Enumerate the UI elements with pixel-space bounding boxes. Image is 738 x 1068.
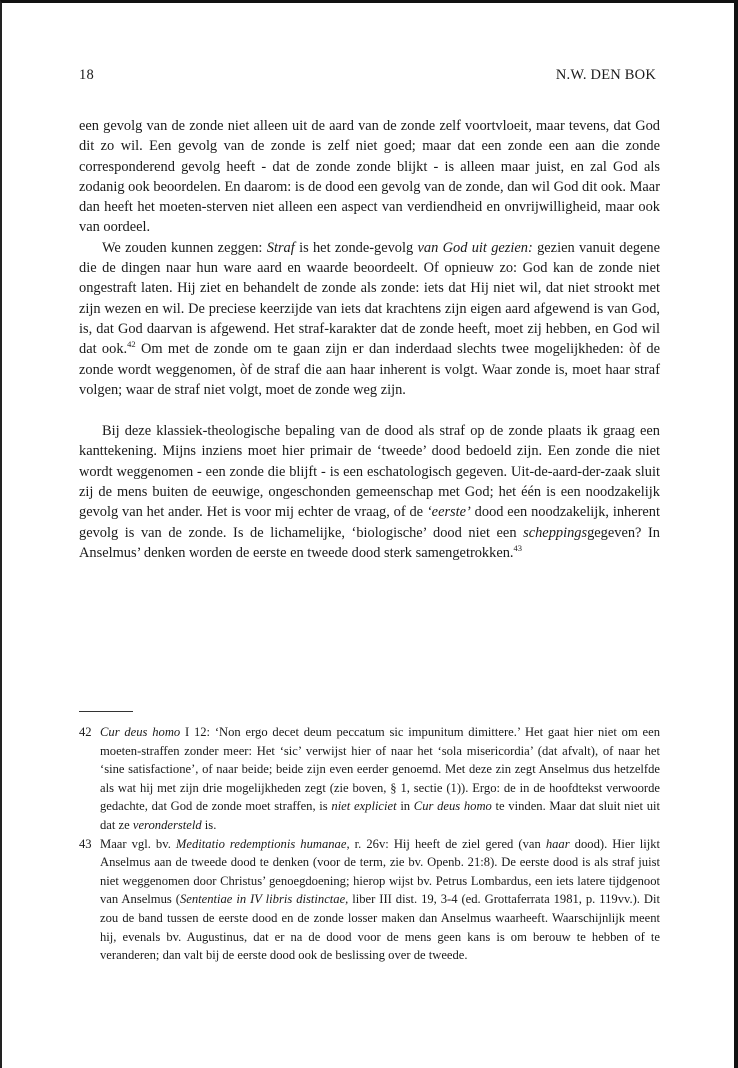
footnotes xyxy=(79,723,660,965)
paragraph-2: We zouden kunnen zeggen: Straf is het zonde-gevolg van God uit gezien: gezien vanuit degene die de dingen naar hun ware aard en waarde beoordeelt. Of opnieuw zo: God kan de zonde niet ongestraft laten. Hij ziet en behandelt de zonde als zonde: iets dat Hij niet wil, dat niet strookt met zijn wezen en wil. De preciese keerzijde van iets dat krachtens zijn eigen aard afgewend is van God, is, dat God daarvan is afgewend. Het straf-karakter dat de zonde heeft, moet zij hebben, en God wil dat ook.$^{42}$ Om met de zonde om te gaan zijn er dan inderdaad slechts twee mogelijkheden: òf de zonde wordt weggenomen, òf de straf die aan haar inherent is volgt. Waar zonde is, moet haar straf volgen; waar de straf niet volgt, moet de zonde weg zijn. xyxy=(79,239,660,398)
footnote-ref-43[interactable]: 43 xyxy=(513,542,523,553)
paragraph-1: een gevolg van de zonde niet alleen uit de aard van de zonde zelf voortvloeit, maar tevens, dat God dit zo wil. Een gevolg van de zonde is zelf niet goed; maar dat een zonde een aan die zonde corresponderend gevolg heeft - dat de zonde zonde blijkt - is alleen maar juist, en zal God als zodanig ook beoordelen. En daarom: is de dood een gevolg van de zonde, dan wil God dit ook. Maar dan heeft het moeten-sterven niet alleen een aspect van verdiendheid en onvrijwilligheid, maar ook van oordeel. xyxy=(79,118,660,236)
footnote-text: Cur deus homo I 12: ‘Non ergo decet deum peccatum sic impunitum dimittere.’ Het gaat hier niet om een moeten-straffen zonder meer: Het ‘sic’ verwijst hier of naar het ‘sola misericordia’ (dat afvalt), of naar het ‘sine satisfactione’, of naar beide; beide zijn even eerder genoemd. Met deze zin zegt Anselmus dus hetzelfde als wat hij met zijn drie mogelijkheden zegt (zie boven, § 1, sectie (1)). Ergo: de in de hoofdtekst verwoorde gedachte, dat God de zonde moet straffen, is niet expliciet in Cur deus homo te vinden. Maar dat sluit niet uit dat ze verondersteld is. xyxy=(100,725,661,832)
running-head-author: N.W. DEN BOK xyxy=(555,67,656,83)
page-number: 18 xyxy=(79,67,94,83)
running-header xyxy=(79,67,656,84)
footnote-separator xyxy=(79,711,133,712)
footnote-text: Maar vgl. bv. Meditatio redemptionis humanae, r. 26v: Hij heeft de ziel gered (van haar dood). Hier lijkt Anselmus aan de tweede dood te denken (voor de term, zie bv. Openb. 21:8). De eerste dood is als straf juist niet weggenomen door Christus’ genoegdoening; hierop wijst bv. Petrus Lombardus, een iets latere tijdgenoot van Anselmus (Sententiae in IV libris distinctae, liber III dist. 19, 3-4 (ed. Grottaferrata 1981, p. 119vv.). Dit zou de band tussen de eerste dood en de zonde losser maken dan Anselmus waarheeft. Waarschijnlijk meent hij, evenals bv. Augustinus, dat er na de dood voor de mens geen kans is om berouw te hebben of te veranderen; dan valt bij de eerste dood ook de beslissing over de tweede. xyxy=(100,836,660,963)
footnote-number: 43 xyxy=(79,836,92,851)
main-text xyxy=(79,116,660,563)
footnote-43 xyxy=(79,835,660,965)
paragraph-3: Bij deze klassiek-theologische bepaling van de dood als straf op de zonde plaats ik graag een kanttekening. Mijns inziens moet hier primair de ‘tweede’ dood bedoeld zijn. Een zonde die niet wordt weggenomen - een zonde die blijft - is een eschatologisch gegeven. Uit-de-aard-der-zaak sluit zij de mens buiten de eeuwige, ongeschonden gemeenschap met God; het één is een noodzakelijk gevolg van het ander. Het is voor mij echter de vraag, of de ‘eerste’ dood een noodzakelijk, inherent gevolg is van de zonde. Is de lichamelijke, ‘biologische’ dood niet een scheppingsgegeven? In Anselmus’ denken worden de eerste en tweede dood sterk samengetrokken.$^{43}$ xyxy=(79,423,660,561)
footnote-42 xyxy=(79,723,660,835)
footnote-number: 42 xyxy=(79,725,92,739)
footnote-ref-42[interactable]: 42 xyxy=(127,339,136,350)
